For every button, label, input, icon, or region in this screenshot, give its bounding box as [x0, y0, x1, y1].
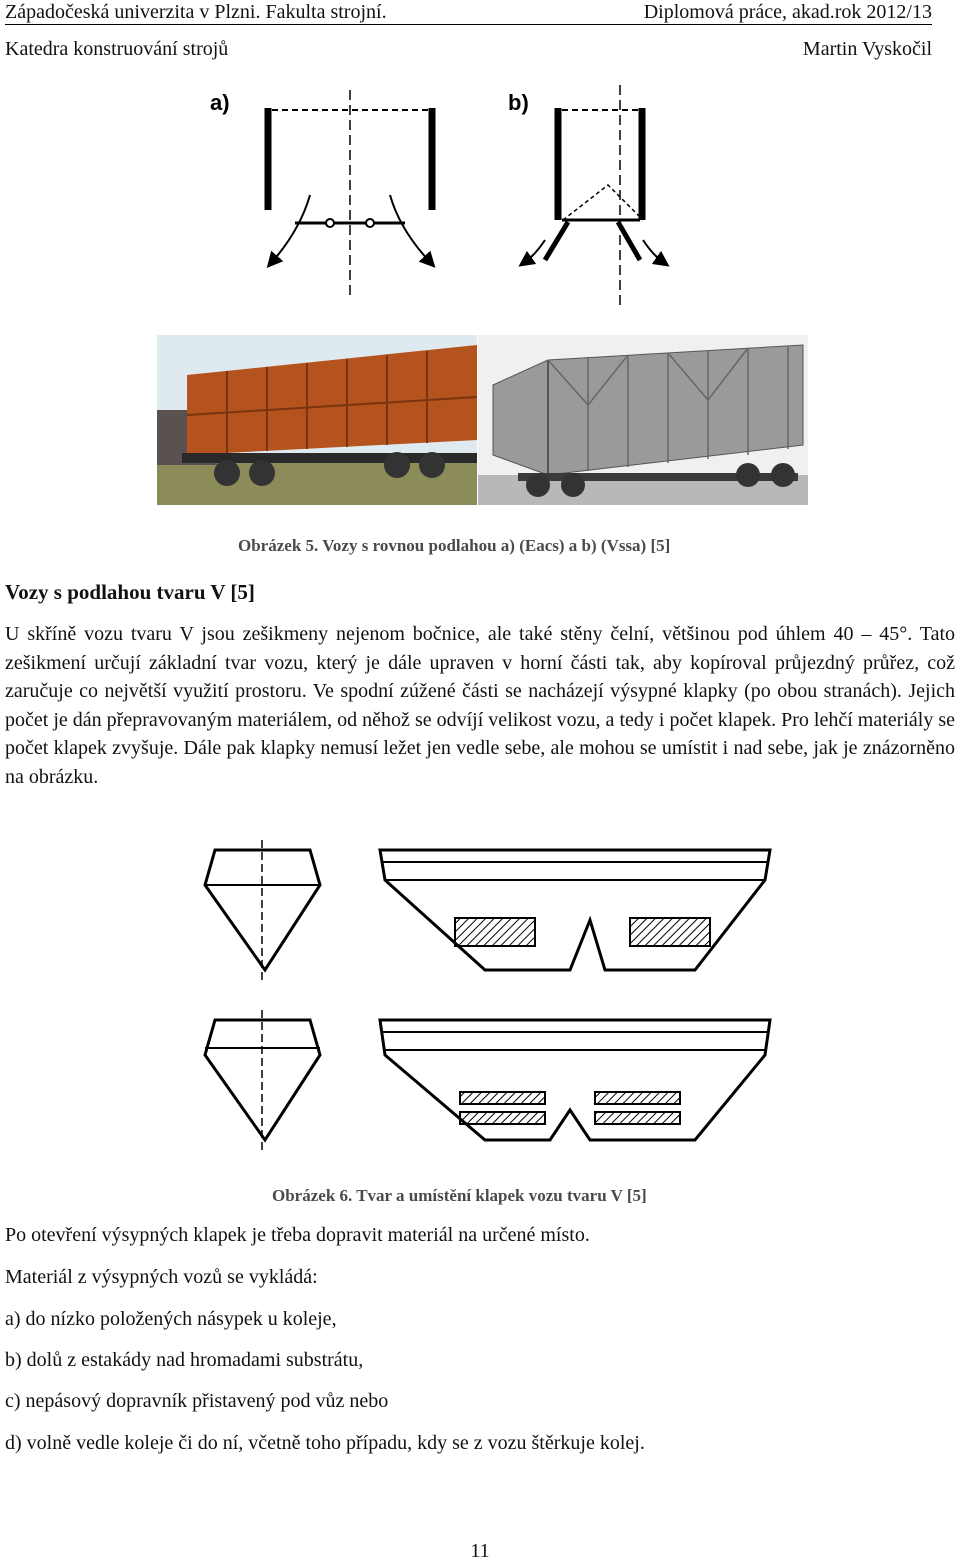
figure6-drawings: [190, 840, 780, 1180]
text-line: Materiál z výsypných vozů se vykládá:: [5, 1266, 318, 1288]
page-header-bottom: [5, 37, 932, 61]
photo-eacs-wagon: [157, 335, 477, 505]
header-department: Katedra konstruování strojů: [5, 38, 229, 60]
photo-vssa-wagon: [478, 335, 808, 505]
list-item-a: a) do nízko položených násypek u koleje,: [5, 1308, 337, 1330]
figure6-caption: Obrázek 6. Tvar a umístění klapek vozu tvaru V [5]: [272, 1186, 647, 1205]
figure5-caption: Obrázek 5. Vozy s rovnou podlahou a) (Eacs) a b) (Vssa) [5]: [238, 536, 671, 555]
text-line: Po otevření výsypných klapek je třeba dopravit materiál na určené místo.: [5, 1224, 590, 1246]
list-item-d: d) volně vedle koleje či do ní, včetně toho případu, kdy se z vozu štěrkuje kolej.: [5, 1432, 645, 1454]
header-university: Západočeská univerzita v Plzni. Fakulta strojní.: [5, 1, 387, 23]
header-rule: [5, 24, 932, 25]
section-heading: Vozy s podlahou tvaru V [5]: [5, 580, 255, 604]
page-header-top: [5, 0, 932, 24]
sketch-b: [525, 85, 663, 305]
header-author: Martin Vyskočil: [802, 38, 932, 60]
side-view-stacked: [380, 1020, 770, 1140]
page-number: 11: [470, 1540, 490, 1562]
label-a: a): [210, 90, 230, 115]
figure5-sketches: [200, 80, 670, 310]
side-view-side-by-side: [380, 850, 770, 970]
list-item-c: c) nepásový dopravník přistavený pod vůz nebo: [5, 1390, 389, 1412]
label-b: b): [508, 90, 529, 115]
body-paragraph: U skříně vozu tvaru V jsou zešikmeny nejenom bočnice, ale také stěny čelní, většinou pod úhlem 40 – 45°. Tato zešikmení určují základní tvar vozu, který je dále upraven v horní části tak, aby kopíroval průjezdný průřez, což zaručuje co největší využití prostoru. Ve spodní zúžené části se nacházejí výsypné klapky (po obou stranách). Jejich počet je dán přepravovaným materiálem, od něhož se odvíjí velikost vozu, a tedy i počet klapek. Pro lehčí materiály se počet klapek zvyšuje. Dále pak klapky nemusí ležet jen vedle sebe, ale mohou se umístit i nad sebe, jak je znázorněno na obrázku.: [5, 623, 955, 788]
header-thesis: Diplomová práce, akad.rok 2012/13: [643, 1, 932, 23]
list-item-b: b) dolů z estakády nad hromadami substrátu,: [5, 1349, 364, 1371]
cross-section-top: [205, 840, 320, 980]
cross-section-bottom: [205, 1010, 320, 1150]
sketch-a: [268, 90, 432, 295]
